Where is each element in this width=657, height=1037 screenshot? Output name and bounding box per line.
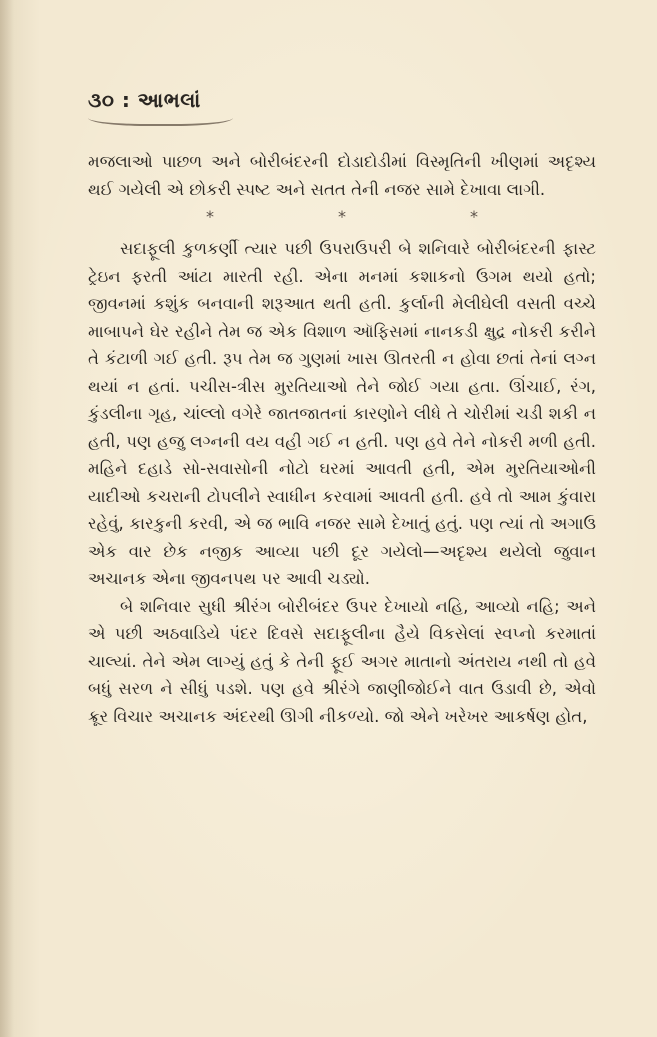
paragraph-2: સદાફૂલી કુળકર્ણી ત્યાર પછી ઉપરાઉપરી બે શનિવારે બોરીબંદરની ફાસ્ટ ટ્રેઇન ફરતી આંટા મારતી રહી. એના મનમાં કશાકનો ઉગમ થયો હતો; જીવનમાં કશુંક બનવાની શરૂઆત થતી હતી. કુર્લાની મેલીઘેલી વસતી વચ્ચે માબાપને ઘેર રહીને તેમ જ એક વિશાળ ઑફિસમાં નાનકડી ક્ષુદ્ર નોકરી કરીને તે કંટાળી ગઈ હતી. રૂપ તેમ જ ગુણમાં ખાસ ઊતરતી ન હોવા છતાં તેનાં લગ્ન થયાં ન હતાં. પચીસ-ત્રીસ મુરતિયાઓ તેને જોઈ ગયા હતા. ઊંચાઈ, રંગ, કુંડલીના ગૃહ, ચાંલ્લો વગેરે જાતજાતનાં કારણોને લીધે તે ચોરીમાં ચડી શકી ન હતી, પણ હજુ લગ્નની વય વહી ગઈ ન હતી. પણ હવે તેને નોકરી મળી હતી. મહિને દહાડે સો-સવાસોની નોટો ઘરમાં આવતી હતી, એમ મુરતિયાઓની યાદીઓ કચરાની ટોપલીને સ્વાધીન કરવામાં આવતી હતી. હવે તો આમ કુંવારા રહેવું, કારકુની કરવી, એ જ ભાવિ નજર સામે દેખાતું હતું. પણ ત્યાં તો અગાઉ એક વાર છેક નજીક આવ્યા પછી દૂર ગયેલો—અદૃશ્ય થયેલો જુવાન અચાનક એના જીવનપથ પર આવી ચડ્યો. [88,239,596,588]
running-head-underline [88,118,233,126]
paragraph-1: મજલાઓ પાછળ અને બોરીબંદરની દોડાદોડીમાં વિસ્મૃતિની ખીણમાં અદૃશ્ય થઈ ગયેલી એ છોકરી સ્પષ્ટ અને સતત તેની નજર સામે દેખાવા લાગી. [88,152,596,199]
spine-shadow [0,0,14,1037]
section-separator [88,203,596,235]
body-text [88,148,596,730]
paragraph-3: બે શનિવાર સુધી શ્રીરંગ બોરીબંદર ઉપર દેખાયો નહિ, આવ્યો નહિ; અને એ પછી અઠવાડિયે પંદર દિવસે સદાફૂલીના હૈયે વિકસેલાં સ્વપ્નો કરમાતાં ચાલ્યાં. તેને એમ લાગ્યું હતું કે તેની ફૂઈ અગર માતાનો અંતરાય નથી તો હવે બધું સરળ ને સીધું પડશે. પણ હવે શ્રીરંગે જાણીજોઈને વાત ઉડાવી છે, એવો ક્રૂર વિચાર અચાનક અંદરથી ઊગી નીકળ્યો. જો એને ખરેખર આકર્ષણ હોત, [88,596,596,726]
running-head: ૩૦ : આભલાં [88,88,201,112]
separator-star-2: * [338,207,346,226]
separator-star-1: * [206,207,214,226]
separator-star-3: * [470,207,478,226]
